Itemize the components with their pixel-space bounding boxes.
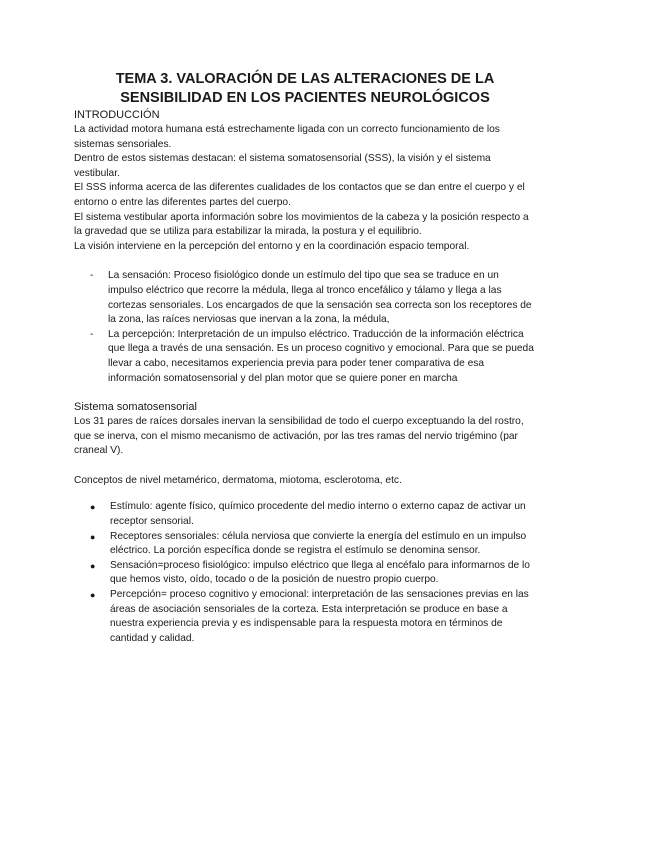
bullet-marker-icon: ● xyxy=(90,502,96,513)
list-item-text: La percepción: Interpretación de un impulso eléctrico. Traducción de la información eléctrica que llega a través de una sensación. Es un proceso cognitivo y emocional. Para que se pueda llevar a cabo, necesitamos experiencia previa para poder tener comparativa de esa información somatosensorial y del plan motor que se quiere poner en marcha xyxy=(108,328,534,384)
intro-heading: INTRODUCCIÓN xyxy=(74,109,160,121)
list-item-text: Estímulo: agente físico, químico procedente del medio interno o externo capaz de activar un receptor sensorial. xyxy=(110,501,526,528)
dash-list xyxy=(74,269,534,386)
title-line-1: TEMA 3. VALORACIÓN DE LAS ALTERACIONES DE LA xyxy=(115,71,495,87)
list-item-text: La sensación: Proceso fisiológico donde un estímulo del tipo que sea se traduce en un impulso eléctrico que recorre la médula, llega al tronco encefálico y tálamo y llega a las cortezas sensoriales. Los encargados de que la sensación sea correcta son los receptores de la zona, las raíces nerviosas que inervan a la zona, la médula, xyxy=(108,270,532,326)
title-line-2: SENSIBILIDAD EN LOS PACIENTES NEUROLÓGICOS xyxy=(120,90,490,106)
list-item xyxy=(74,269,534,327)
document-title xyxy=(70,70,540,108)
bullet-marker-icon: ● xyxy=(90,560,96,571)
bullet-marker-icon: ● xyxy=(90,531,96,542)
bullet-marker-icon: ● xyxy=(90,590,96,601)
intro-paragraph-3: El SSS informa acerca de las diferentes cualidades de los contactos que se dan entre el cuerpo y el entorno o entre las diferentes partes del cuerpo. xyxy=(74,182,525,208)
intro-paragraph-2: Dentro de estos sistemas destacan: el sistema somatosensorial (SSS), la visión y el sistema vestibular. xyxy=(74,153,491,179)
list-item xyxy=(74,328,534,386)
list-item xyxy=(74,559,534,588)
intro-paragraph-4: El sistema vestibular aporta información sobre los movimientos de la cabeza y la posición respecto a la gravedad que se utiliza para estabilizar la mirada, la postura y el equilibrio. xyxy=(74,211,529,238)
list-item-text: Receptores sensoriales: célula nerviosa que convierte la energía del estímulo en un impulso eléctrico. La porción específica donde se registra el estímulo se denomina sensor. xyxy=(110,530,527,557)
list-item-text: Percepción= proceso cognitivo y emocional: interpretación de las sensaciones previas en las áreas de asociación sensoriales de la corteza. Esta interpretación se produce en base a nuestra experiencia previa y es indispensable para la respuesta motora en términos de cantidad y calidad. xyxy=(110,589,529,644)
conceptos-paragraph: Conceptos de nivel metamérico, dermatoma, miotoma, esclerotoma, etc. xyxy=(74,474,402,486)
bullet-list xyxy=(74,500,534,646)
intro-paragraph-5: La visión interviene en la percepción del entorno y en la coordinación espacio temporal. xyxy=(74,240,470,252)
sss-heading: Sistema somatosensorial xyxy=(74,401,197,414)
list-item-text: Sensación=proceso fisiológico: impulso eléctrico que llega al encéfalo para informarnos de lo que hemos visto, oído, tocado o de la posición de nuestro propio cuerpo. xyxy=(110,559,530,586)
dash-marker: - xyxy=(90,270,94,282)
list-item xyxy=(74,500,534,529)
list-item xyxy=(74,530,534,559)
sss-paragraph: Los 31 pares de raíces dorsales inervan la sensibilidad de todo el cuerpo exceptuando la del rostro, que se inerva, con el mismo mecanismo de activación, por las tres ramas del nervio trigémino (par craneal V). xyxy=(74,416,524,457)
intro-paragraph-1: La actividad motora humana está estrechamente ligada con un correcto funcionamiento de los sistemas sensoriales. xyxy=(74,124,500,150)
dash-marker: - xyxy=(90,328,94,340)
document-page xyxy=(74,70,534,646)
list-item xyxy=(74,588,534,646)
